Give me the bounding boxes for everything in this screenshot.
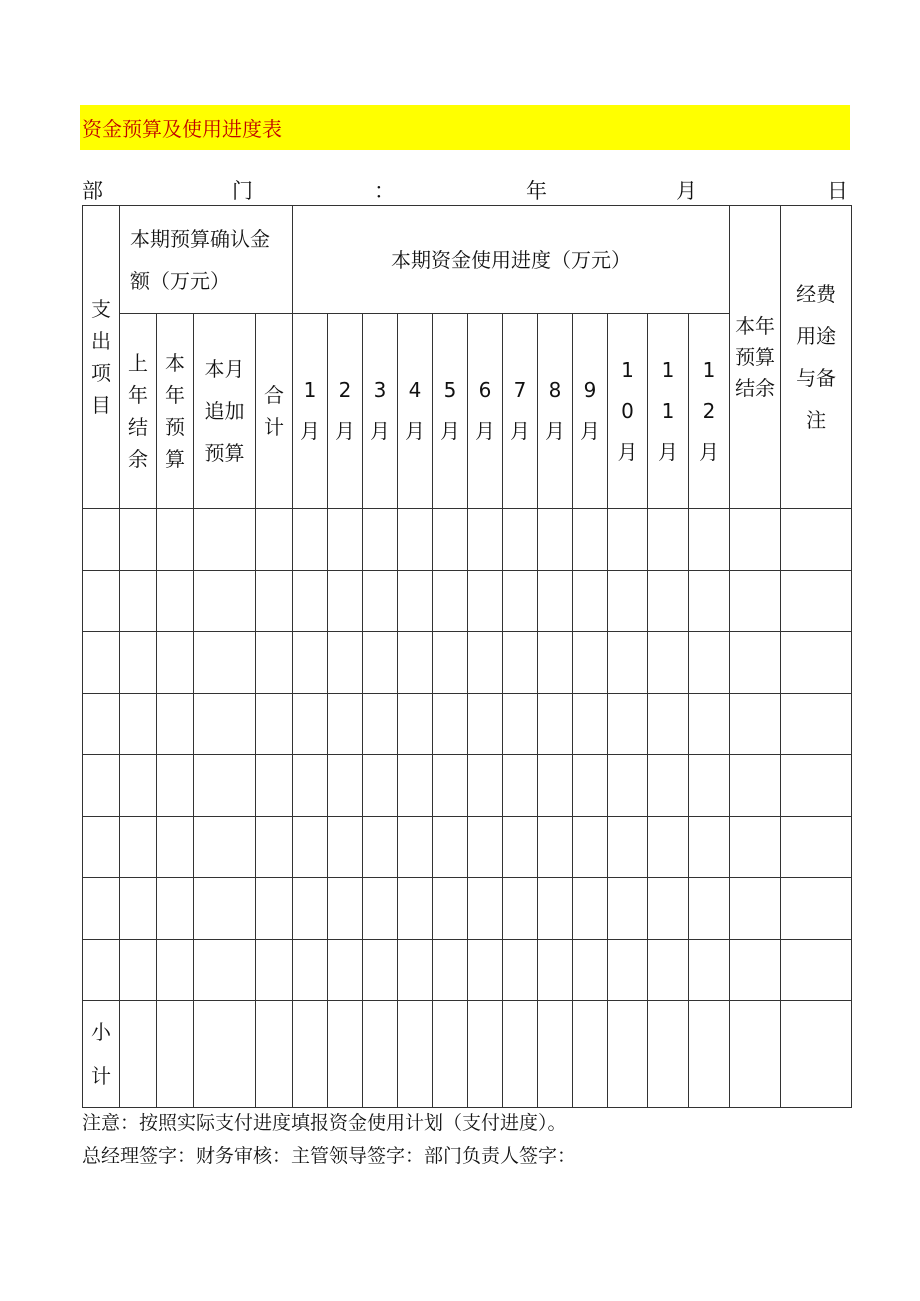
table-cell[interactable]	[608, 816, 648, 878]
table-cell[interactable]	[730, 878, 781, 940]
table-cell[interactable]	[328, 632, 363, 694]
table-cell[interactable]	[503, 1001, 538, 1108]
table-cell[interactable]	[608, 755, 648, 817]
table-cell[interactable]	[256, 1001, 293, 1108]
table-body	[83, 509, 852, 1001]
table-cell[interactable]	[398, 693, 433, 755]
table-cell[interactable]	[157, 1001, 194, 1108]
table-cell[interactable]	[433, 1001, 468, 1108]
table-cell[interactable]	[538, 755, 573, 817]
table-cell[interactable]	[538, 570, 573, 632]
table-cell[interactable]	[194, 632, 256, 694]
col-header-remarks	[781, 206, 852, 509]
table-cell[interactable]	[157, 570, 194, 632]
col-header-month	[573, 314, 608, 509]
table-row	[83, 693, 852, 755]
remarks-header-text: 经费用途与备注	[796, 282, 837, 432]
month-label: 2月	[335, 378, 355, 443]
table-cell[interactable]	[194, 509, 256, 571]
table-cell[interactable]	[781, 632, 852, 694]
table-cell[interactable]	[608, 570, 648, 632]
table-cell[interactable]	[433, 693, 468, 755]
table-cell[interactable]	[293, 1001, 328, 1108]
table-cell[interactable]	[573, 632, 608, 694]
table-cell[interactable]	[648, 1001, 689, 1108]
table-cell[interactable]	[194, 816, 256, 878]
table-cell[interactable]	[256, 509, 293, 571]
page-title: 资金预算及使用进度表	[82, 117, 282, 141]
table-cell[interactable]	[363, 632, 398, 694]
table-cell[interactable]	[608, 1001, 648, 1108]
note-text: 注意：按照实际支付进度填报资金使用计划（支付进度）。	[82, 1112, 567, 1134]
table-cell[interactable]	[730, 632, 781, 694]
table-cell[interactable]	[256, 816, 293, 878]
table-cell[interactable]	[648, 816, 689, 878]
table-cell[interactable]	[157, 632, 194, 694]
table-cell[interactable]	[468, 632, 503, 694]
table-cell[interactable]	[256, 570, 293, 632]
month-label: 月	[676, 179, 697, 203]
subtotal-label: 小计	[91, 1020, 111, 1088]
table-cell[interactable]	[256, 632, 293, 694]
table-cell[interactable]	[648, 632, 689, 694]
this-year-budget-text: 本年预算	[165, 351, 185, 471]
dept-label-char-1: 部	[82, 179, 103, 203]
table-cell[interactable]	[468, 693, 503, 755]
table-cell[interactable]	[573, 878, 608, 940]
table-cell[interactable]	[503, 878, 538, 940]
table-cell[interactable]	[256, 939, 293, 1001]
table-cell[interactable]	[363, 693, 398, 755]
year-balance-header-text: 本年预算结余	[735, 313, 776, 400]
group-header-progress	[293, 206, 730, 314]
table-cell[interactable]	[608, 878, 648, 940]
table-cell[interactable]	[157, 939, 194, 1001]
col-header-this-year-budget	[157, 314, 194, 509]
table-cell[interactable]	[363, 878, 398, 940]
table-cell[interactable]	[120, 755, 157, 817]
table-cell[interactable]	[730, 939, 781, 1001]
month-extra-text: 本月追加预算	[204, 357, 245, 465]
table-cell[interactable]	[468, 816, 503, 878]
table-cell[interactable]	[293, 509, 328, 571]
table-cell[interactable]	[468, 570, 503, 632]
table-cell[interactable]	[468, 878, 503, 940]
year-label: 年	[526, 179, 547, 203]
table-cell[interactable]	[83, 816, 120, 878]
table-cell[interactable]	[689, 632, 730, 694]
subtotal-row	[83, 1001, 852, 1108]
table-cell[interactable]	[781, 509, 852, 571]
col-header-month	[293, 314, 328, 509]
col-header-month	[689, 314, 730, 509]
table-cell[interactable]	[573, 509, 608, 571]
table-cell[interactable]	[83, 755, 120, 817]
table-cell[interactable]	[781, 693, 852, 755]
month-label: 6月	[475, 378, 495, 443]
table-cell[interactable]	[433, 878, 468, 940]
table-row	[83, 939, 852, 1001]
table-cell[interactable]	[120, 632, 157, 694]
table-cell[interactable]	[648, 939, 689, 1001]
table-cell[interactable]	[83, 939, 120, 1001]
table-cell[interactable]	[157, 755, 194, 817]
col-header-month	[433, 314, 468, 509]
confirm-header-text: 本期预算确认金额（万元）	[130, 226, 270, 293]
table-cell[interactable]	[293, 570, 328, 632]
table-cell[interactable]	[503, 755, 538, 817]
table-cell[interactable]	[398, 632, 433, 694]
table-cell[interactable]	[363, 570, 398, 632]
table-cell[interactable]	[433, 509, 468, 571]
col-header-prev-balance	[120, 314, 157, 509]
table-cell[interactable]	[689, 878, 730, 940]
table-cell[interactable]	[328, 509, 363, 571]
col-header-month	[398, 314, 433, 509]
table-cell[interactable]	[157, 878, 194, 940]
table-cell[interactable]	[689, 693, 730, 755]
subtotal-label-cell	[83, 1001, 120, 1108]
table-cell[interactable]	[503, 632, 538, 694]
table-cell[interactable]	[83, 878, 120, 940]
table-cell[interactable]	[194, 693, 256, 755]
table-cell[interactable]	[194, 1001, 256, 1108]
table-cell[interactable]	[293, 816, 328, 878]
table-cell[interactable]	[363, 1001, 398, 1108]
table-cell[interactable]	[689, 509, 730, 571]
table-cell[interactable]	[689, 816, 730, 878]
table-cell[interactable]	[503, 509, 538, 571]
table-cell[interactable]	[157, 509, 194, 571]
table-cell[interactable]	[293, 878, 328, 940]
col-header-month-extra	[194, 314, 256, 509]
table-cell[interactable]	[648, 693, 689, 755]
table-cell[interactable]	[433, 816, 468, 878]
table-cell[interactable]	[689, 755, 730, 817]
col-header-item	[83, 206, 120, 509]
table-cell[interactable]	[398, 570, 433, 632]
month-label: 3月	[370, 378, 390, 443]
table-cell[interactable]	[398, 816, 433, 878]
table-cell[interactable]	[730, 693, 781, 755]
table-cell[interactable]	[538, 632, 573, 694]
table-cell[interactable]	[573, 693, 608, 755]
table-cell[interactable]	[781, 755, 852, 817]
budget-table	[82, 205, 852, 1108]
table-cell[interactable]	[689, 570, 730, 632]
table-cell[interactable]	[398, 878, 433, 940]
table-cell[interactable]	[120, 509, 157, 571]
table-cell[interactable]	[256, 755, 293, 817]
table-cell[interactable]	[194, 939, 256, 1001]
table-cell[interactable]	[730, 570, 781, 632]
table-cell[interactable]	[328, 816, 363, 878]
table-row	[83, 570, 852, 632]
month-label: 5月	[440, 378, 460, 443]
table-row	[83, 878, 852, 940]
table-cell[interactable]	[194, 570, 256, 632]
table-cell[interactable]	[363, 755, 398, 817]
col-header-month	[468, 314, 503, 509]
table-cell[interactable]	[538, 509, 573, 571]
table-cell[interactable]	[328, 1001, 363, 1108]
table-cell[interactable]	[538, 939, 573, 1001]
table-cell[interactable]	[398, 939, 433, 1001]
col-header-month	[503, 314, 538, 509]
table-cell[interactable]	[781, 570, 852, 632]
month-label: 4月	[405, 378, 425, 443]
table-cell[interactable]	[608, 939, 648, 1001]
table-cell[interactable]	[328, 755, 363, 817]
table-cell[interactable]	[781, 1001, 852, 1108]
table-cell[interactable]	[293, 939, 328, 1001]
table-cell[interactable]	[573, 816, 608, 878]
table-cell[interactable]	[120, 816, 157, 878]
table-cell[interactable]	[573, 755, 608, 817]
table-row	[83, 632, 852, 694]
table-cell[interactable]	[120, 878, 157, 940]
table-cell[interactable]	[83, 570, 120, 632]
table-cell[interactable]	[503, 939, 538, 1001]
table-cell[interactable]	[538, 1001, 573, 1108]
table-cell[interactable]	[293, 632, 328, 694]
table-cell[interactable]	[433, 570, 468, 632]
table-cell[interactable]	[608, 632, 648, 694]
table-cell[interactable]	[328, 693, 363, 755]
month-label: 10月	[617, 357, 638, 464]
table-cell[interactable]	[730, 1001, 781, 1108]
table-cell[interactable]	[120, 693, 157, 755]
table-cell[interactable]	[730, 816, 781, 878]
table-cell[interactable]	[648, 570, 689, 632]
table-cell[interactable]	[503, 816, 538, 878]
table-cell[interactable]	[398, 509, 433, 571]
title-banner	[80, 105, 850, 150]
table-cell[interactable]	[689, 939, 730, 1001]
table-cell[interactable]	[83, 632, 120, 694]
col-header-year-balance	[730, 206, 781, 509]
group-header-confirm	[120, 206, 293, 314]
table-cell[interactable]	[433, 755, 468, 817]
col-header-total	[256, 314, 293, 509]
prev-balance-text: 上年结余	[128, 351, 148, 471]
table-cell[interactable]	[328, 878, 363, 940]
table-cell[interactable]	[608, 509, 648, 571]
month-label: 7月	[510, 378, 530, 443]
table-cell[interactable]	[157, 693, 194, 755]
month-label: 11月	[658, 357, 678, 464]
day-label: 日	[827, 179, 848, 203]
table-cell[interactable]	[648, 509, 689, 571]
table-cell[interactable]	[608, 693, 648, 755]
table-cell[interactable]	[781, 816, 852, 878]
table-cell[interactable]	[256, 878, 293, 940]
dept-label-char-2: 门	[232, 179, 253, 203]
table-cell[interactable]	[328, 570, 363, 632]
table-cell[interactable]	[573, 570, 608, 632]
table-cell[interactable]	[157, 816, 194, 878]
progress-header-text: 本期资金使用进度（万元）	[391, 247, 632, 272]
table-cell[interactable]	[503, 570, 538, 632]
month-label: 9月	[580, 378, 600, 443]
col-header-month	[363, 314, 398, 509]
table-cell[interactable]	[194, 878, 256, 940]
col-header-month	[648, 314, 689, 509]
dept-colon: ：	[374, 179, 395, 203]
table-cell[interactable]	[573, 939, 608, 1001]
table-cell[interactable]	[781, 878, 852, 940]
table-cell[interactable]	[293, 755, 328, 817]
table-cell[interactable]	[363, 509, 398, 571]
table-cell[interactable]	[468, 939, 503, 1001]
table-cell[interactable]	[120, 570, 157, 632]
table-cell[interactable]	[538, 878, 573, 940]
col-header-month	[608, 314, 648, 509]
table-cell[interactable]	[363, 816, 398, 878]
table-cell[interactable]	[648, 755, 689, 817]
table-cell[interactable]	[293, 693, 328, 755]
table-cell[interactable]	[120, 939, 157, 1001]
table-cell[interactable]	[648, 878, 689, 940]
signature-line: 总经理签字：财务审核：主管领导签字：部门负责人签字：	[82, 1145, 577, 1167]
table-cell[interactable]	[120, 1001, 157, 1108]
table-cell[interactable]	[398, 755, 433, 817]
table-cell[interactable]	[503, 693, 538, 755]
table-cell[interactable]	[256, 693, 293, 755]
table-cell[interactable]	[468, 1001, 503, 1108]
department-date-line	[82, 175, 848, 205]
table-cell[interactable]	[538, 693, 573, 755]
table-cell[interactable]	[538, 816, 573, 878]
table-cell[interactable]	[83, 509, 120, 571]
table-cell[interactable]	[83, 693, 120, 755]
table-cell[interactable]	[194, 755, 256, 817]
table-cell[interactable]	[468, 755, 503, 817]
table-row	[83, 816, 852, 878]
table-cell[interactable]	[468, 509, 503, 571]
table-cell[interactable]	[573, 1001, 608, 1108]
month-label: 1月	[300, 378, 320, 443]
month-label: 8月	[545, 378, 565, 443]
col-header-month	[538, 314, 573, 509]
item-header-text: 支出项目	[91, 297, 111, 417]
table-cell[interactable]	[363, 939, 398, 1001]
total-text: 合计	[264, 383, 284, 439]
table-cell[interactable]	[328, 939, 363, 1001]
table-cell[interactable]	[398, 1001, 433, 1108]
table-cell[interactable]	[781, 939, 852, 1001]
table-row	[83, 509, 852, 571]
table-cell[interactable]	[689, 1001, 730, 1108]
table-cell[interactable]	[433, 939, 468, 1001]
table-cell[interactable]	[433, 632, 468, 694]
table-cell[interactable]	[730, 755, 781, 817]
table-cell[interactable]	[730, 509, 781, 571]
table-row	[83, 755, 852, 817]
col-header-month	[328, 314, 363, 509]
month-label: 12月	[699, 357, 720, 464]
